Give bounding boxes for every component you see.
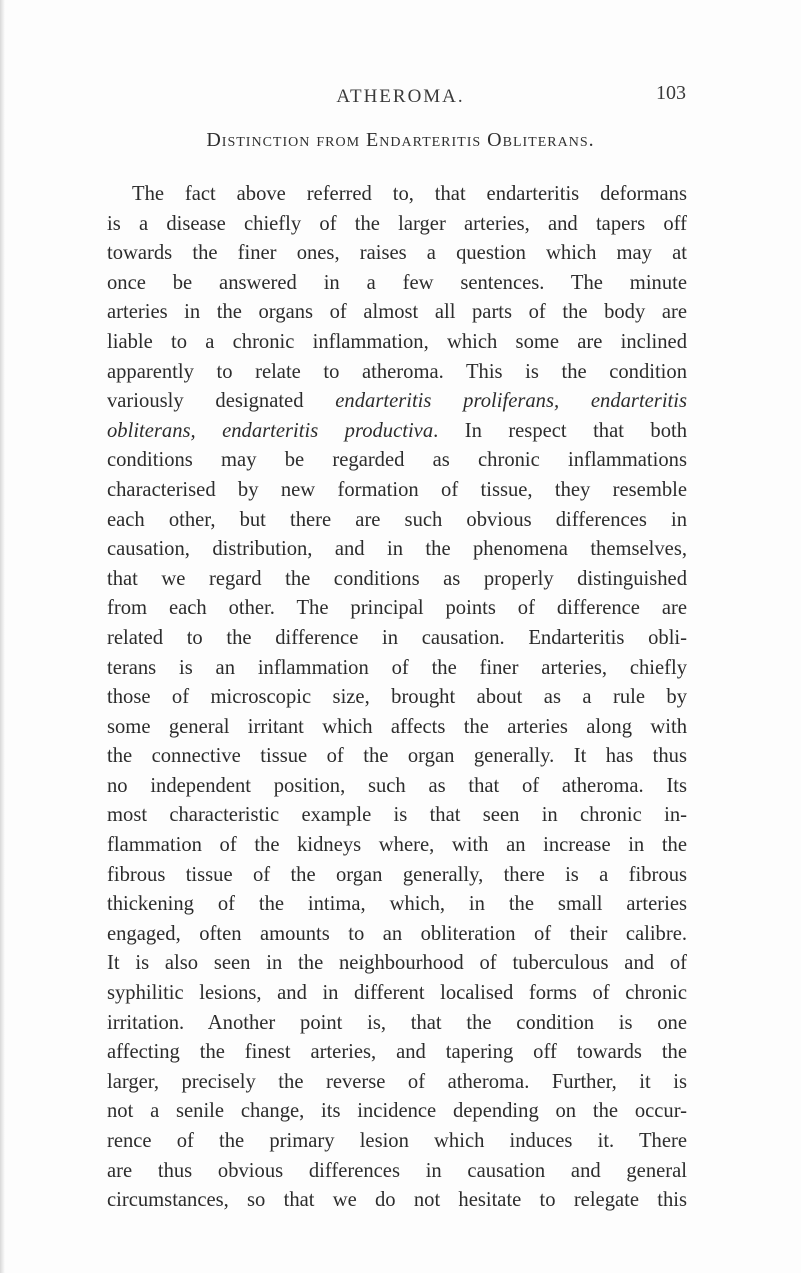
text-line: are thus obvious differences in causation and general: [107, 1159, 687, 1182]
text-line: each other, but there are such obvious differences in: [107, 508, 687, 531]
text-line: fibrous tissue of the organ generally, there is a fibrous: [107, 863, 687, 886]
text-line: apparently to relate to atheroma. This is the condition: [107, 360, 687, 383]
text-line: affecting the finest arteries, and tapering off towards the: [107, 1041, 687, 1064]
italic-term: endarteritis proliferans, endarteritis: [335, 390, 687, 413]
section-heading: Distinction from Endarteritis Obliterans.: [206, 129, 595, 151]
page-edge-shadow: [0, 0, 5, 1273]
text-line: once be answered in a few sentences. The minute: [107, 271, 687, 294]
text-line: circumstances, so that we do not hesitate to relegate this: [107, 1189, 687, 1212]
text-line: syphilitic lesions, and in different localised forms of chronic: [107, 982, 687, 1005]
text-line: some general irritant which affects the arteries along with: [107, 715, 687, 738]
text-line: arteries in the organs of almost all parts of the body are: [107, 301, 687, 324]
text-line: that we regard the conditions as properly distinguished: [107, 567, 687, 590]
text-line: variously designated endarteritis proliferans, endarteritis: [107, 390, 687, 413]
running-head: [0, 80, 801, 110]
text-line: characterised by new formation of tissue, they resemble: [107, 478, 687, 501]
text-line: no independent position, such as that of atheroma. Its: [107, 774, 687, 797]
text-line: from each other. The principal points of difference are: [107, 597, 687, 620]
text-line: thickening of the intima, which, in the small arteries: [107, 893, 687, 916]
text-line: causation, distribution, and in the phenomena themselves,: [107, 538, 687, 561]
page-number: 103: [656, 82, 686, 104]
text-line: liable to a chronic inflammation, which some are inclined: [107, 330, 687, 353]
body-paragraph: [107, 180, 687, 1216]
text-line: towards the finer ones, raises a question which may at: [107, 242, 687, 265]
running-title: ATHEROMA.: [336, 86, 465, 107]
text-line: engaged, often amounts to an obliteration of their calibre.: [107, 922, 687, 945]
text-line: related to the difference in causation. Endarteritis obli-: [107, 626, 687, 649]
text-line: rence of the primary lesion which induces it. There: [107, 1130, 687, 1152]
text-line: irritation. Another point is, that the condition is one: [107, 1011, 687, 1034]
text-line: not a senile change, its incidence depending on the occur-: [107, 1100, 687, 1123]
text-line: larger, precisely the reverse of atheroma. Further, it is: [107, 1070, 687, 1093]
text-line: those of microscopic size, brought about as a rule by: [107, 686, 687, 709]
text-line: flammation of the kidneys where, with an increase in the: [107, 834, 687, 857]
text-line: terans is an inflammation of the finer arteries, chiefly: [107, 656, 687, 679]
text-line: most characteristic example is that seen in chronic in-: [107, 804, 687, 827]
text-line: the connective tissue of the organ generally. It has thus: [107, 745, 687, 768]
text-line: conditions may be regarded as chronic inflammations: [107, 449, 687, 472]
text-line: obliterans, endarteritis productiva. In respect that both: [107, 419, 688, 442]
text-line: The fact above referred to, that endarteritis deformans: [132, 183, 687, 205]
text-line: It is also seen in the neighbourhood of tuberculous and of: [107, 952, 687, 975]
text-line: is a disease chiefly of the larger arteries, and tapers off: [107, 212, 687, 235]
italic-term: obliterans, endarteritis productiva: [107, 419, 434, 442]
